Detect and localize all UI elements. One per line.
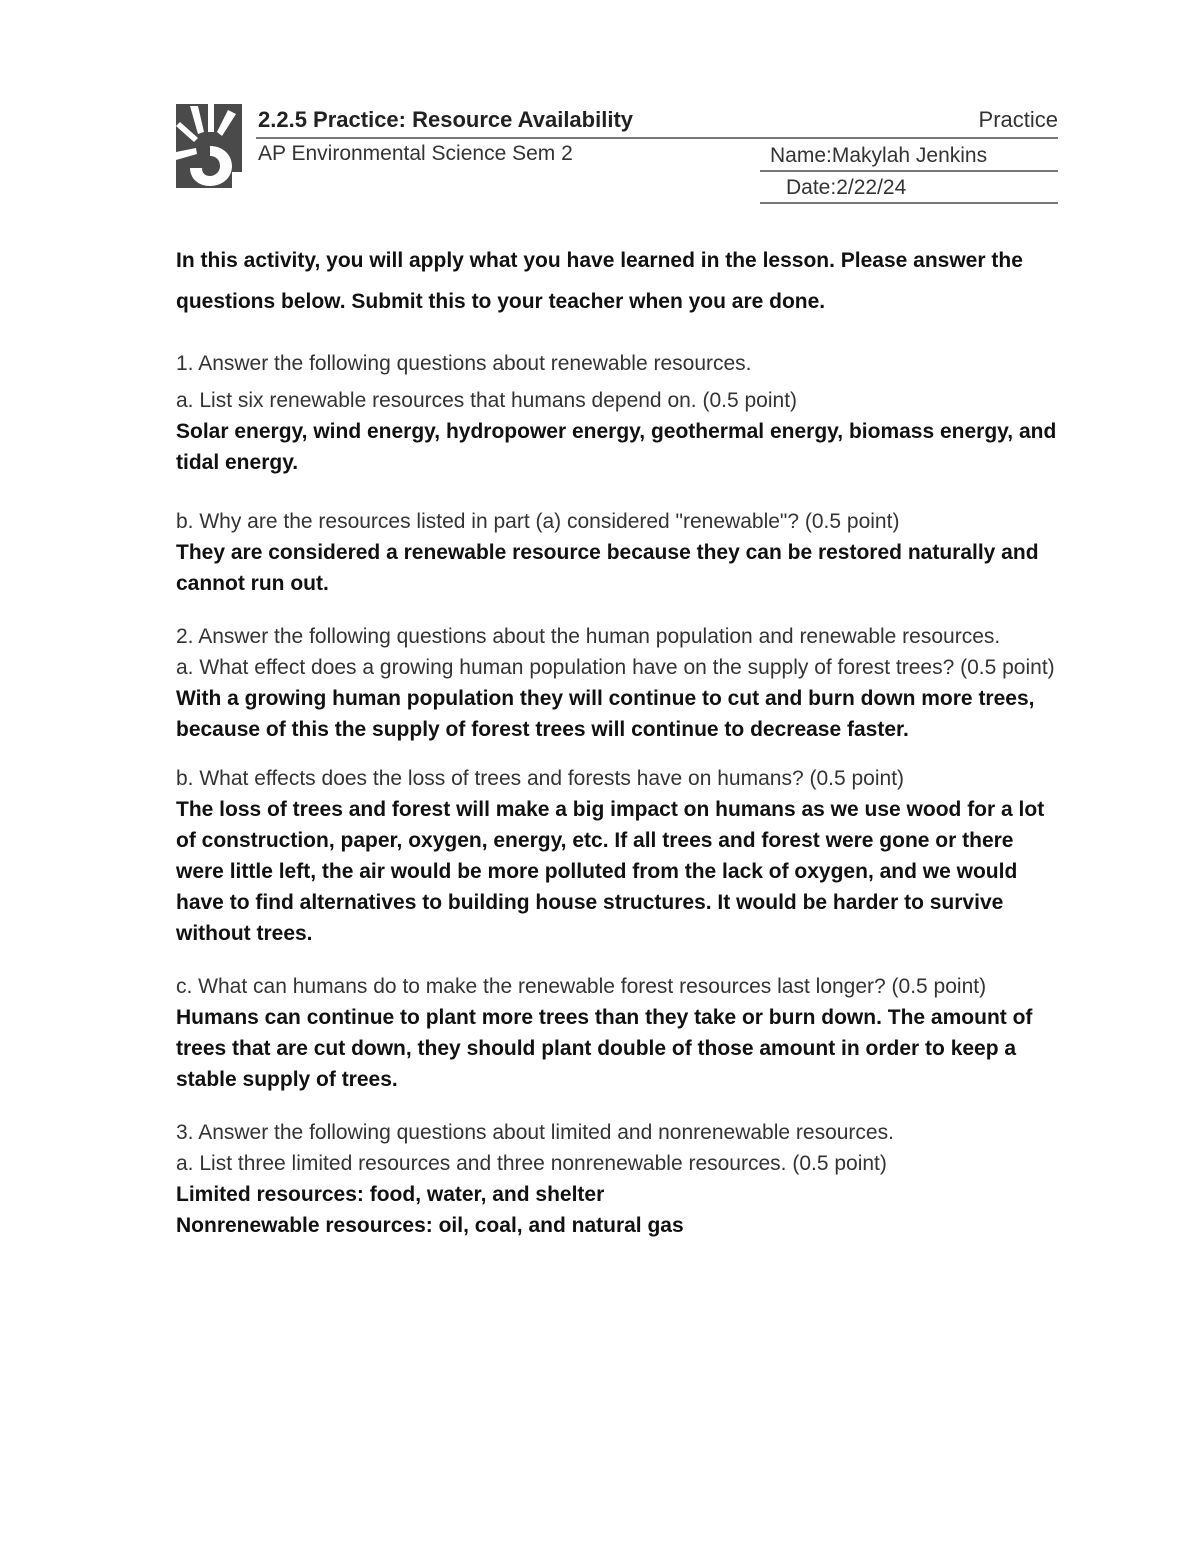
date-value: 2/22/24: [836, 176, 907, 199]
course-name: AP Environmental Science Sem 2: [258, 142, 573, 165]
header-divider: [256, 137, 1058, 139]
name-value: Makylah Jenkins: [831, 144, 988, 167]
question-2b: b. What effects does the loss of trees and forests have on humans? (0.5 point): [176, 767, 905, 790]
document-title: 2.2.5 Practice: Resource Availability: [258, 107, 633, 132]
answer-3a-limited: Limited resources: food, water, and shelter: [176, 1183, 605, 1206]
answer-2b: The loss of trees and forest will make a big impact on humans as we use wood for a lot of construction, paper, oxygen, energy, etc. If all trees and forest were gone or there were little left, the air would be more polluted from the lack of oxygen, and we would have to find alternatives to building house structures. It would be harder to survive without trees.: [176, 798, 1045, 945]
date-label: Date:: [786, 176, 837, 199]
worksheet-body: [176, 240, 1066, 1241]
question-1-heading: 1. Answer the following questions about renewable resources.: [176, 352, 752, 375]
document-type-label: Practice: [978, 107, 1058, 132]
name-label: Name:: [770, 144, 832, 167]
answer-2c: Humans can continue to plant more trees than they take or burn down. The amount of trees that are cut down, they should plant double of those amount in order to keep a stable supply of trees.: [176, 1006, 1033, 1091]
question-3-heading: 3. Answer the following questions about limited and nonrenewable resources.: [176, 1121, 894, 1144]
instructions: In this activity, you will apply what you have learned in the lesson. Please answer the questions below. Submit this to your teacher when you are done.: [176, 249, 1023, 313]
answer-2a: With a growing human population they will continue to cut and burn down more trees, because of this the supply of forest trees will continue to decrease faster.: [176, 687, 1035, 741]
course-logo-icon: [176, 104, 242, 188]
answer-3a-nonrenewable: Nonrenewable resources: oil, coal, and natural gas: [176, 1214, 684, 1237]
question-1b: b. Why are the resources listed in part (a) considered "renewable"? (0.5 point): [176, 510, 900, 533]
answer-1a: Solar energy, wind energy, hydropower energy, geothermal energy, biomass energy, and tidal energy.: [176, 420, 1057, 474]
date-field: [760, 176, 1058, 204]
student-name-field: [760, 144, 1058, 172]
answer-1b: They are considered a renewable resource because they can be restored naturally and cannot run out.: [176, 541, 1039, 595]
question-2-heading: 2. Answer the following questions about the human population and renewable resources.: [176, 625, 1001, 648]
question-1a: a. List six renewable resources that humans depend on. (0.5 point): [176, 389, 798, 412]
question-2a: a. What effect does a growing human population have on the supply of forest trees? (0.5 point): [176, 656, 1055, 679]
question-3a: a. List three limited resources and three nonrenewable resources. (0.5 point): [176, 1152, 887, 1175]
question-2c: c. What can humans do to make the renewable forest resources last longer? (0.5 point): [176, 975, 987, 998]
